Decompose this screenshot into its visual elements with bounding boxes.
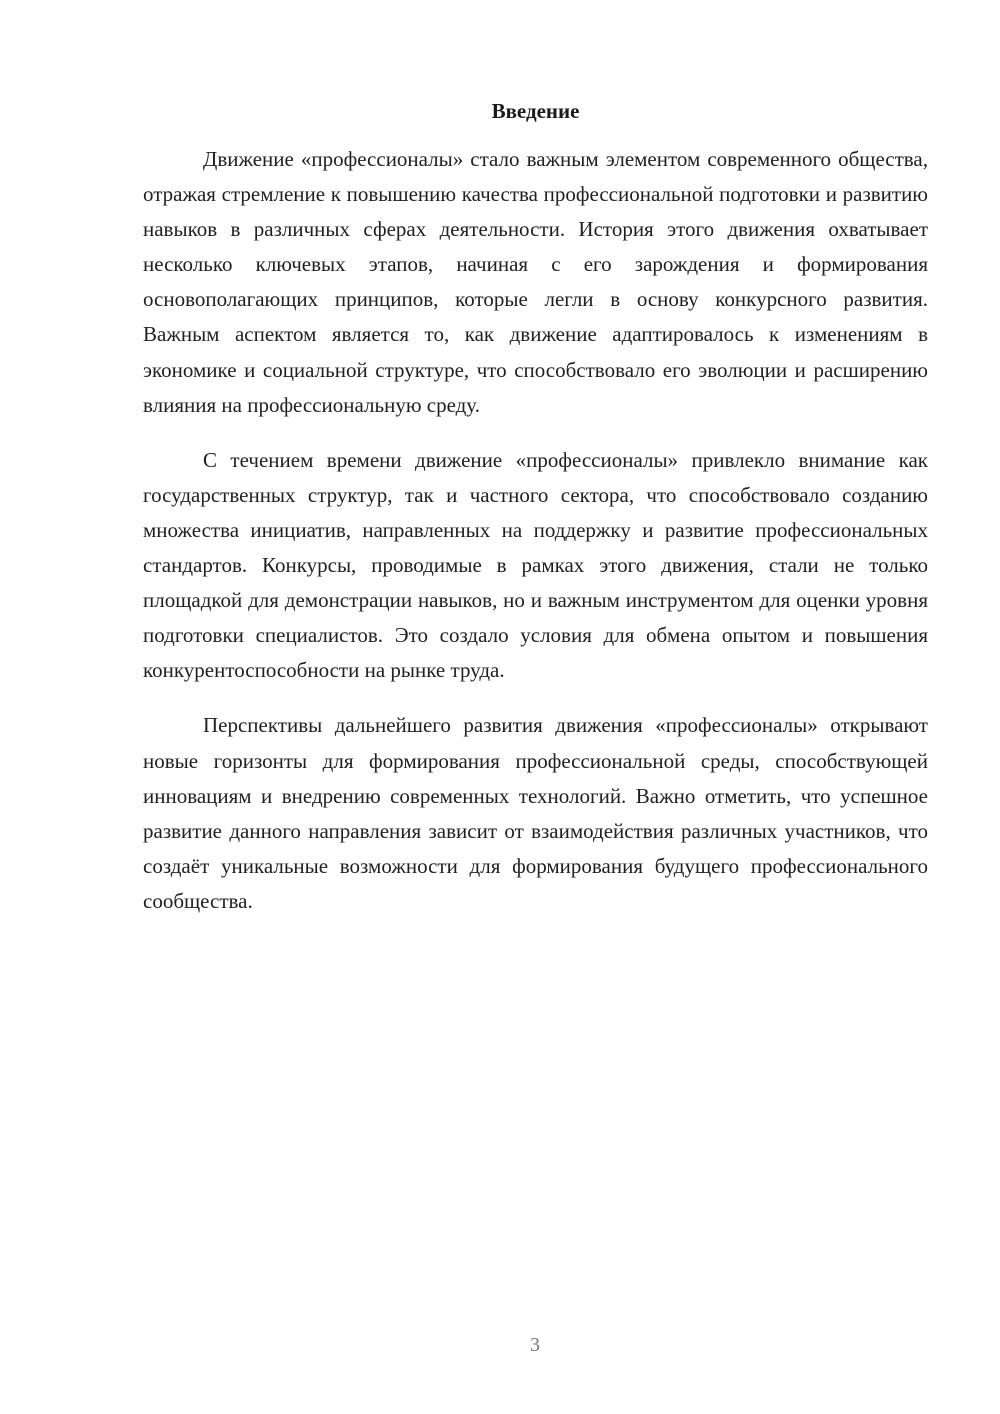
body-text <box>143 142 928 939</box>
paragraph-1: Движение «профессионалы» стало важным элементом современного общества, отражая стремление к повышению качества профессиональной подготовки и развитию навыков в различных сферах деятельности. История этого движения охватывает несколько ключевых этапов, начиная с его зарождения и формирования основополагающих принципов, которые легли в основу конкурсного развития. Важным аспектом является то, как движение адаптировалось к изменениям в экономике и социальной структуре, что способствовало его эволюции и расширению влияния на профессиональную среду. <box>143 147 928 417</box>
paragraph-3: Перспективы дальнейшего развития движения «профессионалы» открывают новые горизонты для формирования профессиональной среды, способствующей инновациям и внедрению современных технологий. Важно отметить, что успешное развитие данного направления зависит от взаимодействия различных участников, что создаёт уникальные возможности для формирования будущего профессионального сообщества. <box>143 713 928 913</box>
section-heading: Введение <box>491 99 580 123</box>
page-number: 3 <box>530 1334 540 1356</box>
paragraph-2: С течением времени движение «профессионалы» привлекло внимание как государственных структур, так и частного сектора, что способствовало созданию множества инициатив, направленных на поддержку и развитие профессиональных стандартов. Конкурсы, проводимые в рамках этого движения, стали не только площадкой для демонстрации навыков, но и важным инструментом для оценки уровня подготовки специалистов. Это создало условия для обмена опытом и повышения конкурентоспособности на рынке труда. <box>143 447 928 683</box>
